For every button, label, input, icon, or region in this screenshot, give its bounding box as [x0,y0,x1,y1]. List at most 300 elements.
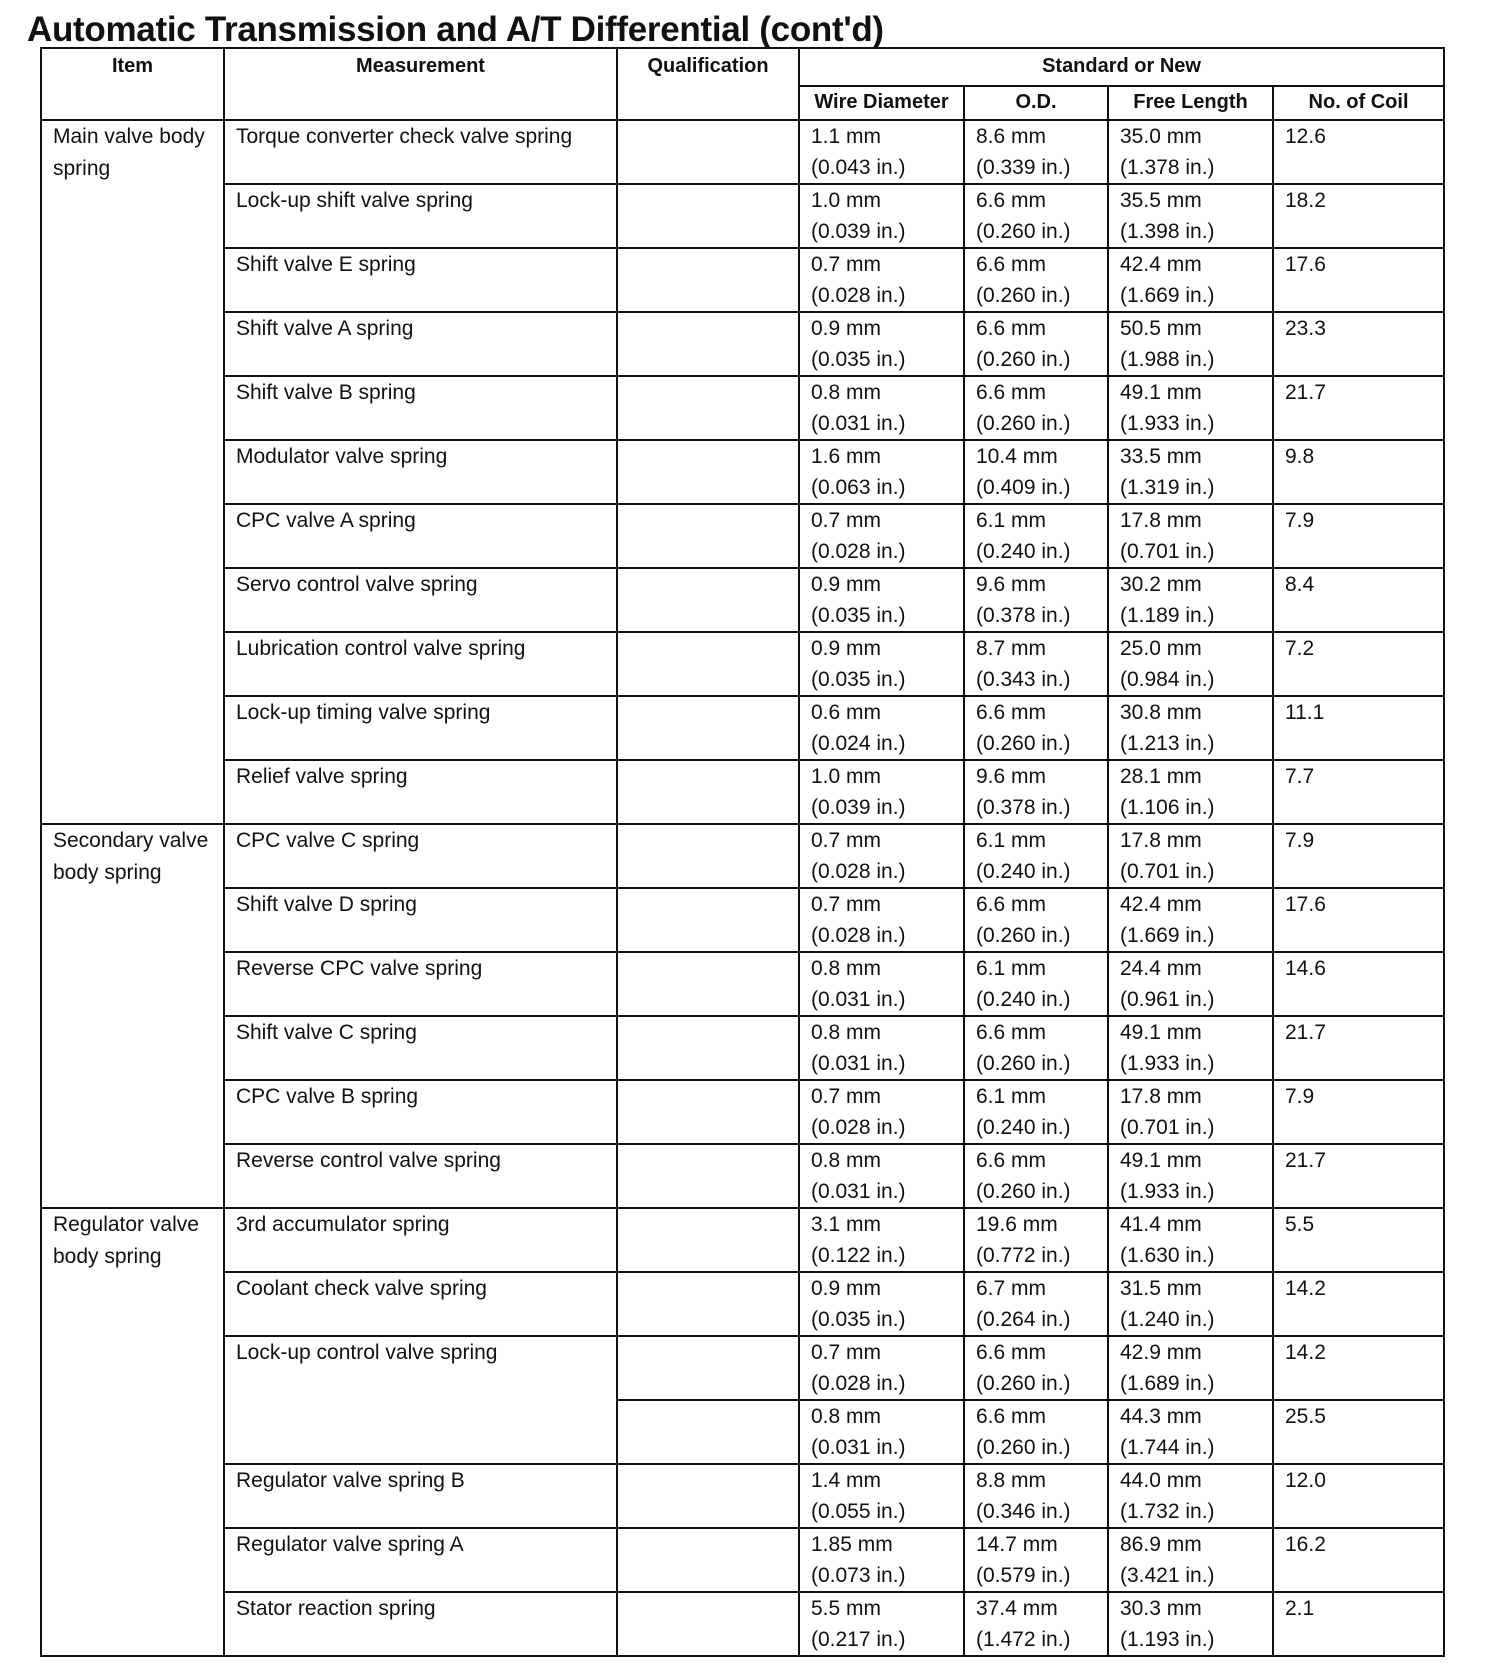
free-length-cell-in: (1.744 in.) [1120,1436,1215,1459]
wire-diameter-cell [799,760,964,824]
free-length-cell-in: (1.933 in.) [1120,1052,1215,1075]
qualification-cell [617,696,799,760]
qualification-cell [617,312,799,376]
wire-diameter-cell-in: (0.055 in.) [811,1500,906,1523]
wire-diameter-cell-in: (0.031 in.) [811,1180,906,1203]
coil-count-cell: 14.6 [1273,952,1444,1016]
free-length-cell [1108,760,1273,824]
free-length-cell-in: (0.961 in.) [1120,988,1215,1011]
free-length-cell-mm: 24.4 mm [1120,957,1202,980]
od-cell-mm: 6.1 mm [976,957,1047,980]
table-row [41,504,1444,568]
wire-diameter-cell-mm: 0.8 mm [811,1405,882,1428]
wire-diameter-cell-mm: 1.6 mm [811,445,882,468]
wire-diameter-cell-in: (0.073 in.) [811,1564,906,1587]
od-cell-in: (0.260 in.) [976,732,1071,755]
free-length-cell-mm: 42.9 mm [1120,1341,1202,1364]
od-cell [964,1144,1108,1208]
table-row [41,1208,1444,1272]
od-cell-in: (0.240 in.) [976,988,1071,1011]
wire-diameter-cell-in: (0.031 in.) [811,988,906,1011]
free-length-cell [1108,1400,1273,1464]
od-cell-in: (0.264 in.) [976,1308,1071,1331]
od-cell [964,1464,1108,1528]
coil-count-cell: 7.9 [1273,504,1444,568]
table-row [41,824,1444,888]
item-cell: Regulator valve body spring [41,1208,224,1656]
wire-diameter-cell [799,376,964,440]
wire-diameter-cell-in: (0.031 in.) [811,412,906,435]
free-length-cell [1108,824,1273,888]
wire-diameter-cell [799,504,964,568]
wire-diameter-cell-mm: 0.9 mm [811,637,882,660]
wire-diameter-cell-in: (0.031 in.) [811,1052,906,1075]
free-length-cell-in: (0.984 in.) [1120,668,1215,691]
table-row [41,1464,1444,1528]
od-cell-mm: 6.1 mm [976,829,1047,852]
qualification-cell [617,376,799,440]
free-length-cell-in: (1.213 in.) [1120,732,1215,755]
wire-diameter-cell [799,696,964,760]
coil-count-cell: 7.7 [1273,760,1444,824]
free-length-cell-in: (1.732 in.) [1120,1500,1215,1523]
wire-diameter-cell-mm: 0.9 mm [811,573,882,596]
od-cell-mm: 6.6 mm [976,1149,1047,1172]
od-cell-in: (0.260 in.) [976,412,1071,435]
free-length-cell-in: (3.421 in.) [1120,1564,1215,1587]
od-cell-in: (0.260 in.) [976,220,1071,243]
wire-diameter-cell-in: (0.028 in.) [811,284,906,307]
measurement-cell: Torque converter check valve spring [224,120,617,184]
free-length-cell [1108,1208,1273,1272]
measurement-cell: Coolant check valve spring [224,1272,617,1336]
od-cell-mm: 6.1 mm [976,1085,1047,1108]
measurement-cell: Reverse CPC valve spring [224,952,617,1016]
free-length-cell [1108,1144,1273,1208]
qualification-cell [617,440,799,504]
free-length-cell-mm: 86.9 mm [1120,1533,1202,1556]
od-cell-in: (0.772 in.) [976,1244,1071,1267]
table-row [41,632,1444,696]
table-row [41,760,1444,824]
wire-diameter-cell [799,120,964,184]
wire-diameter-cell [799,1336,964,1400]
od-cell-in: (0.409 in.) [976,476,1071,499]
od-cell-mm: 8.6 mm [976,125,1047,148]
qualification-cell [617,184,799,248]
wire-diameter-cell-mm: 0.7 mm [811,509,882,532]
free-length-cell [1108,632,1273,696]
od-cell [964,824,1108,888]
free-length-cell-mm: 42.4 mm [1120,253,1202,276]
od-cell-mm: 6.7 mm [976,1277,1047,1300]
measurement-cell: Shift valve C spring [224,1016,617,1080]
free-length-cell-mm: 49.1 mm [1120,1021,1202,1044]
coil-count-cell: 7.9 [1273,824,1444,888]
free-length-cell-mm: 30.2 mm [1120,573,1202,596]
od-cell-in: (0.260 in.) [976,924,1071,947]
qualification-cell [617,1464,799,1528]
wire-diameter-cell-in: (0.028 in.) [811,540,906,563]
wire-diameter-cell [799,1080,964,1144]
od-cell-in: (0.378 in.) [976,796,1071,819]
wire-diameter-cell-in: (0.028 in.) [811,1372,906,1395]
table-row [41,1528,1444,1592]
free-length-cell-in: (1.933 in.) [1120,412,1215,435]
wire-diameter-cell [799,184,964,248]
od-cell-in: (0.260 in.) [976,1180,1071,1203]
measurement-cell: Shift valve E spring [224,248,617,312]
wire-diameter-cell-mm: 1.0 mm [811,765,882,788]
free-length-cell [1108,1336,1273,1400]
qualification-cell [617,952,799,1016]
wire-diameter-cell-in: (0.028 in.) [811,860,906,883]
wire-diameter-cell-mm: 1.4 mm [811,1469,882,1492]
wire-diameter-cell-mm: 0.7 mm [811,829,882,852]
qualification-cell [617,1528,799,1592]
qualification-cell [617,1016,799,1080]
od-cell-in: (0.260 in.) [976,348,1071,371]
wire-diameter-cell [799,1528,964,1592]
od-cell-in: (0.240 in.) [976,860,1071,883]
free-length-cell-in: (0.701 in.) [1120,540,1215,563]
qualification-cell [617,248,799,312]
measurement-cell: Lock-up control valve spring [224,1336,617,1464]
item-cell: Main valve body spring [41,120,224,824]
coil-count-cell: 12.0 [1273,1464,1444,1528]
coil-count-cell: 25.5 [1273,1400,1444,1464]
qualification-cell [617,1400,799,1464]
wire-diameter-cell-mm: 0.8 mm [811,1149,882,1172]
qualification-cell [617,1592,799,1656]
coil-count-cell: 21.7 [1273,1016,1444,1080]
wire-diameter-cell-mm: 1.0 mm [811,189,882,212]
wire-diameter-cell-mm: 5.5 mm [811,1597,882,1620]
wire-diameter-cell-mm: 0.7 mm [811,1085,882,1108]
measurement-cell: Shift valve A spring [224,312,617,376]
header-od: O.D. [964,86,1108,120]
free-length-cell-mm: 50.5 mm [1120,317,1202,340]
coil-count-cell: 7.2 [1273,632,1444,696]
wire-diameter-cell-mm: 0.8 mm [811,1021,882,1044]
qualification-cell [617,888,799,952]
free-length-cell [1108,1080,1273,1144]
od-cell-mm: 9.6 mm [976,765,1047,788]
free-length-cell-in: (1.933 in.) [1120,1180,1215,1203]
free-length-cell [1108,120,1273,184]
od-cell-in: (0.260 in.) [976,1052,1071,1075]
wire-diameter-cell [799,632,964,696]
wire-diameter-cell [799,952,964,1016]
wire-diameter-cell [799,1400,964,1464]
od-cell-mm: 19.6 mm [976,1213,1058,1236]
free-length-cell-in: (0.701 in.) [1120,1116,1215,1139]
coil-count-cell: 2.1 [1273,1592,1444,1656]
free-length-cell-mm: 30.3 mm [1120,1597,1202,1620]
wire-diameter-cell-in: (0.028 in.) [811,924,906,947]
qualification-cell [617,1080,799,1144]
wire-diameter-cell-mm: 1.1 mm [811,125,882,148]
free-length-cell-mm: 49.1 mm [1120,381,1202,404]
wire-diameter-cell [799,1208,964,1272]
free-length-cell-in: (1.669 in.) [1120,284,1215,307]
measurement-cell: CPC valve A spring [224,504,617,568]
free-length-cell-mm: 31.5 mm [1120,1277,1202,1300]
table-row [41,952,1444,1016]
coil-count-cell: 17.6 [1273,888,1444,952]
measurement-cell: Modulator valve spring [224,440,617,504]
od-cell [964,760,1108,824]
header-item: Item [41,48,224,120]
od-cell [964,1336,1108,1400]
od-cell-mm: 6.6 mm [976,701,1047,724]
table-row [41,888,1444,952]
wire-diameter-cell-in: (0.043 in.) [811,156,906,179]
free-length-cell [1108,312,1273,376]
coil-count-cell: 17.6 [1273,248,1444,312]
od-cell-in: (1.472 in.) [976,1628,1071,1651]
table-row [41,440,1444,504]
coil-count-cell: 12.6 [1273,120,1444,184]
measurement-cell: Lock-up timing valve spring [224,696,617,760]
qualification-cell [617,1336,799,1400]
measurement-cell: Shift valve D spring [224,888,617,952]
od-cell-in: (0.346 in.) [976,1500,1071,1523]
wire-diameter-cell [799,1144,964,1208]
table-row [41,1080,1444,1144]
free-length-cell-mm: 41.4 mm [1120,1213,1202,1236]
od-cell-in: (0.343 in.) [976,668,1071,691]
wire-diameter-cell [799,312,964,376]
od-cell-in: (0.378 in.) [976,604,1071,627]
table-row [41,696,1444,760]
table-row [41,184,1444,248]
wire-diameter-cell-in: (0.063 in.) [811,476,906,499]
od-cell [964,184,1108,248]
od-cell [964,1272,1108,1336]
coil-count-cell: 21.7 [1273,1144,1444,1208]
free-length-cell-in: (1.398 in.) [1120,220,1215,243]
wire-diameter-cell [799,1464,964,1528]
free-length-cell [1108,504,1273,568]
od-cell-in: (0.260 in.) [976,284,1071,307]
od-cell [964,888,1108,952]
table-row [41,376,1444,440]
free-length-cell [1108,1592,1273,1656]
free-length-cell-in: (1.689 in.) [1120,1372,1215,1395]
od-cell-mm: 6.1 mm [976,509,1047,532]
wire-diameter-cell-in: (0.031 in.) [811,1436,906,1459]
free-length-cell-mm: 17.8 mm [1120,829,1202,852]
header-coil-count: No. of Coil [1273,86,1444,120]
free-length-cell-in: (0.701 in.) [1120,860,1215,883]
item-cell: Secondary valve body spring [41,824,224,1208]
qualification-cell [617,1272,799,1336]
free-length-cell [1108,568,1273,632]
free-length-cell-in: (1.319 in.) [1120,476,1215,499]
od-cell [964,1592,1108,1656]
coil-count-cell: 9.8 [1273,440,1444,504]
od-cell-in: (0.240 in.) [976,1116,1071,1139]
table-row [41,248,1444,312]
od-cell-mm: 6.6 mm [976,1405,1047,1428]
od-cell-mm: 8.7 mm [976,637,1047,660]
wire-diameter-cell [799,1272,964,1336]
wire-diameter-cell-in: (0.035 in.) [811,1308,906,1331]
free-length-cell-in: (1.189 in.) [1120,604,1215,627]
od-cell-mm: 6.6 mm [976,893,1047,916]
free-length-cell-in: (1.378 in.) [1120,156,1215,179]
table-row [41,568,1444,632]
qualification-cell [617,632,799,696]
od-cell [964,1080,1108,1144]
wire-diameter-cell-mm: 0.7 mm [811,1341,882,1364]
od-cell-mm: 6.6 mm [976,1341,1047,1364]
table-row [41,1592,1444,1656]
free-length-cell-in: (1.988 in.) [1120,348,1215,371]
wire-diameter-cell [799,568,964,632]
measurement-cell: Regulator valve spring B [224,1464,617,1528]
free-length-cell [1108,696,1273,760]
wire-diameter-cell-in: (0.035 in.) [811,348,906,371]
coil-count-cell: 14.2 [1273,1272,1444,1336]
od-cell [964,440,1108,504]
free-length-cell-mm: 17.8 mm [1120,509,1202,532]
measurement-cell: Relief valve spring [224,760,617,824]
header-standard-or-new: Standard or New [799,48,1444,86]
free-length-cell-in: (1.193 in.) [1120,1628,1215,1651]
free-length-cell [1108,888,1273,952]
free-length-cell [1108,1016,1273,1080]
wire-diameter-cell-mm: 1.85 mm [811,1533,893,1556]
free-length-cell-mm: 44.0 mm [1120,1469,1202,1492]
od-cell-in: (0.339 in.) [976,156,1071,179]
free-length-cell-mm: 35.0 mm [1120,125,1202,148]
od-cell-in: (0.240 in.) [976,540,1071,563]
od-cell-mm: 6.6 mm [976,381,1047,404]
qualification-cell [617,1144,799,1208]
wire-diameter-cell-in: (0.039 in.) [811,220,906,243]
measurement-cell: Lubrication control valve spring [224,632,617,696]
od-cell [964,248,1108,312]
header-wire-diameter: Wire Diameter [799,86,964,120]
header-free-length: Free Length [1108,86,1273,120]
table-row [41,312,1444,376]
od-cell [964,1016,1108,1080]
table-row [41,1016,1444,1080]
free-length-cell-mm: 33.5 mm [1120,445,1202,468]
measurement-cell: 3rd accumulator spring [224,1208,617,1272]
measurement-cell: CPC valve B spring [224,1080,617,1144]
measurement-cell: Reverse control valve spring [224,1144,617,1208]
wire-diameter-cell-mm: 0.8 mm [811,381,882,404]
coil-count-cell: 11.1 [1273,696,1444,760]
od-cell-mm: 14.7 mm [976,1533,1058,1556]
free-length-cell-mm: 17.8 mm [1120,1085,1202,1108]
wire-diameter-cell [799,888,964,952]
measurement-cell: Stator reaction spring [224,1592,617,1656]
qualification-cell [617,1208,799,1272]
free-length-cell-in: (1.106 in.) [1120,796,1215,819]
free-length-cell-mm: 49.1 mm [1120,1149,1202,1172]
wire-diameter-cell [799,824,964,888]
free-length-cell [1108,1464,1273,1528]
free-length-cell [1108,1528,1273,1592]
qualification-cell [617,120,799,184]
od-cell [964,1208,1108,1272]
page-title: Automatic Transmission and A/T Differential (cont'd) [27,10,884,49]
coil-count-cell: 21.7 [1273,376,1444,440]
od-cell [964,568,1108,632]
spring-spec-table [40,47,1445,1657]
measurement-cell: CPC valve C spring [224,824,617,888]
measurement-cell: Lock-up shift valve spring [224,184,617,248]
coil-count-cell: 18.2 [1273,184,1444,248]
free-length-cell [1108,184,1273,248]
header-measurement: Measurement [224,48,617,120]
od-cell [964,1400,1108,1464]
table-body [41,120,1444,1656]
coil-count-cell: 8.4 [1273,568,1444,632]
free-length-cell [1108,248,1273,312]
od-cell-in: (0.260 in.) [976,1436,1071,1459]
wire-diameter-cell [799,440,964,504]
wire-diameter-cell-mm: 0.6 mm [811,701,882,724]
coil-count-cell: 5.5 [1273,1208,1444,1272]
measurement-cell: Regulator valve spring A [224,1528,617,1592]
free-length-cell [1108,440,1273,504]
table-row [41,1144,1444,1208]
wire-diameter-cell-mm: 0.9 mm [811,1277,882,1300]
od-cell [964,632,1108,696]
qualification-cell [617,568,799,632]
od-cell [964,504,1108,568]
free-length-cell-mm: 28.1 mm [1120,765,1202,788]
wire-diameter-cell-mm: 0.8 mm [811,957,882,980]
free-length-cell [1108,1272,1273,1336]
qualification-cell [617,760,799,824]
wire-diameter-cell-in: (0.217 in.) [811,1628,906,1651]
wire-diameter-cell-in: (0.024 in.) [811,732,906,755]
od-cell-mm: 9.6 mm [976,573,1047,596]
od-cell [964,1528,1108,1592]
wire-diameter-cell [799,1016,964,1080]
free-length-cell-mm: 30.8 mm [1120,701,1202,724]
coil-count-cell: 7.9 [1273,1080,1444,1144]
coil-count-cell: 16.2 [1273,1528,1444,1592]
free-length-cell-mm: 35.5 mm [1120,189,1202,212]
free-length-cell-mm: 25.0 mm [1120,637,1202,660]
od-cell [964,696,1108,760]
wire-diameter-cell-mm: 3.1 mm [811,1213,882,1236]
free-length-cell-in: (1.669 in.) [1120,924,1215,947]
od-cell-mm: 6.6 mm [976,317,1047,340]
measurement-cell: Servo control valve spring [224,568,617,632]
od-cell-mm: 6.6 mm [976,189,1047,212]
od-cell-in: (0.260 in.) [976,1372,1071,1395]
coil-count-cell: 14.2 [1273,1336,1444,1400]
header-qualification: Qualification [617,48,799,120]
wire-diameter-cell [799,248,964,312]
wire-diameter-cell-mm: 0.7 mm [811,893,882,916]
table-row [41,120,1444,184]
qualification-cell [617,824,799,888]
free-length-cell [1108,952,1273,1016]
free-length-cell-in: (1.630 in.) [1120,1244,1215,1267]
wire-diameter-cell-in: (0.039 in.) [811,796,906,819]
wire-diameter-cell-in: (0.035 in.) [811,604,906,627]
coil-count-cell: 23.3 [1273,312,1444,376]
